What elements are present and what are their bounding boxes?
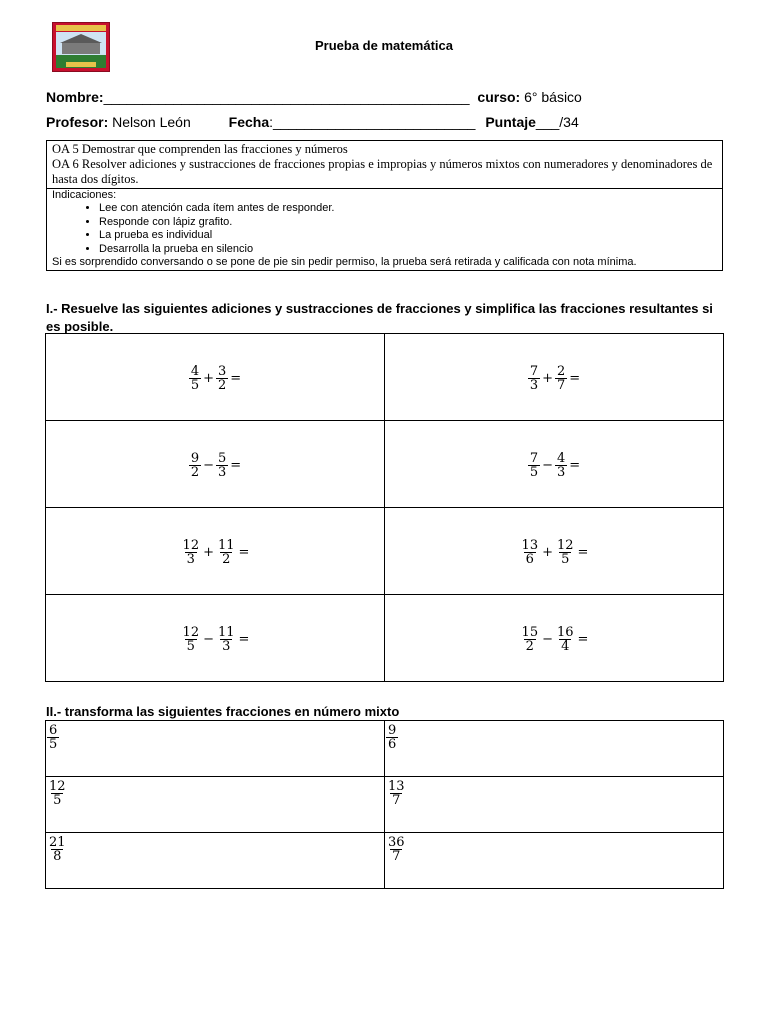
fraction bbox=[386, 780, 407, 807]
denominator: 7 bbox=[557, 378, 566, 393]
problem-expression bbox=[180, 626, 251, 653]
numerator: 16 bbox=[557, 625, 574, 640]
equals-sign: = bbox=[238, 632, 250, 647]
numerator: 9 bbox=[388, 723, 397, 738]
fraction bbox=[189, 452, 201, 479]
equals-sign: = bbox=[569, 458, 581, 473]
mixed-number-table bbox=[45, 720, 724, 889]
numerator: 36 bbox=[388, 835, 405, 850]
numerator: 7 bbox=[529, 364, 539, 379]
numerator: 11 bbox=[218, 538, 235, 553]
operator-sign: − bbox=[203, 632, 214, 647]
problem-expression bbox=[188, 452, 242, 479]
fraction bbox=[216, 365, 228, 392]
fraction-item bbox=[385, 780, 408, 807]
problem-expression bbox=[527, 452, 581, 479]
problem-cell[interactable] bbox=[46, 595, 385, 682]
numerator: 6 bbox=[49, 723, 58, 738]
equals-sign: = bbox=[577, 632, 589, 647]
operator-sign: + bbox=[203, 545, 214, 560]
denominator: 5 bbox=[186, 639, 195, 654]
fraction-item bbox=[385, 724, 399, 751]
mixed-cell[interactable] bbox=[385, 721, 724, 777]
fraction bbox=[555, 365, 567, 392]
mixed-cell[interactable] bbox=[385, 777, 724, 833]
numerator: 3 bbox=[218, 364, 227, 379]
puntaje-label: Puntaje bbox=[485, 114, 536, 130]
numerator: 13 bbox=[521, 538, 539, 553]
instructions bbox=[47, 189, 722, 270]
denominator: 3 bbox=[529, 378, 539, 393]
mixed-cell[interactable] bbox=[46, 721, 385, 777]
denominator: 8 bbox=[53, 849, 62, 864]
fraction bbox=[386, 724, 398, 751]
denominator: 2 bbox=[190, 465, 200, 480]
fraction-item bbox=[46, 724, 60, 751]
denominator: 5 bbox=[529, 465, 539, 480]
denominator: 7 bbox=[392, 793, 401, 808]
operator-sign: + bbox=[542, 371, 553, 386]
fraction bbox=[555, 452, 567, 479]
fraction bbox=[386, 836, 407, 863]
problem-cell[interactable] bbox=[385, 334, 724, 421]
numerator: 21 bbox=[49, 835, 66, 850]
equals-sign: = bbox=[230, 458, 242, 473]
numerator: 12 bbox=[182, 625, 200, 640]
denominator: 3 bbox=[186, 552, 195, 567]
section2-title: II.- transforma las siguientes fracciones en número mixto bbox=[46, 704, 400, 719]
numerator: 15 bbox=[521, 625, 539, 640]
nombre-blank: _______________________________________________ bbox=[103, 89, 470, 105]
indicaciones-label: Indicaciones: bbox=[52, 189, 117, 201]
problem-expression bbox=[527, 365, 581, 392]
numerator: 7 bbox=[529, 451, 539, 466]
denominator: 6 bbox=[388, 737, 397, 752]
problem-cell[interactable] bbox=[385, 421, 724, 508]
numerator: 2 bbox=[557, 364, 566, 379]
fraction bbox=[528, 365, 540, 392]
problem-expression bbox=[519, 539, 590, 566]
fraction bbox=[189, 365, 201, 392]
fraction bbox=[47, 836, 68, 863]
curso-label: curso: bbox=[477, 89, 521, 105]
fraction bbox=[47, 724, 59, 751]
numerator: 11 bbox=[218, 625, 235, 640]
problem-expression bbox=[188, 365, 242, 392]
numerator: 12 bbox=[182, 538, 200, 553]
problem-cell[interactable] bbox=[385, 508, 724, 595]
instruction-item: • Lee con atención cada ítem antes de responder. bbox=[99, 202, 717, 215]
fraction bbox=[216, 452, 228, 479]
denominator: 2 bbox=[218, 378, 227, 393]
objective-oa5: OA 5 Demostrar que comprenden las fracciones y números bbox=[52, 142, 348, 156]
denominator: 5 bbox=[49, 737, 58, 752]
numerator: 13 bbox=[388, 779, 405, 794]
problem-expression bbox=[180, 539, 251, 566]
fecha-label: Fecha bbox=[228, 114, 270, 130]
operator-sign: − bbox=[203, 458, 214, 473]
warning-text: Si es sorprendido conversando o se pone de pie sin pedir permiso, la prueba será retirada y calificada con nota mínima. bbox=[52, 256, 637, 269]
fraction-item bbox=[46, 836, 69, 863]
curso-value: 6° básico bbox=[524, 89, 582, 105]
operator-sign: − bbox=[542, 632, 553, 647]
student-info-row bbox=[46, 89, 582, 105]
numerator: 12 bbox=[557, 538, 574, 553]
denominator: 3 bbox=[222, 639, 231, 654]
instruction-item: • Desarrolla la prueba en silencio bbox=[99, 243, 717, 256]
instruction-list bbox=[52, 202, 717, 256]
denominator: 5 bbox=[561, 552, 570, 567]
denominator: 2 bbox=[525, 639, 534, 654]
fraction bbox=[181, 626, 202, 653]
denominator: 2 bbox=[222, 552, 231, 567]
learning-objectives bbox=[47, 141, 722, 189]
section1-title: I.- Resuelve las siguientes adiciones y sustracciones de fracciones y simplifica las fracciones resultantes si es posible. bbox=[46, 301, 713, 334]
denominator: 5 bbox=[190, 378, 200, 393]
nombre-label: Nombre: bbox=[46, 89, 104, 105]
fraction bbox=[528, 452, 540, 479]
problem-cell[interactable] bbox=[385, 595, 724, 682]
denominator: 3 bbox=[218, 465, 227, 480]
instruction-item: • La prueba es individual bbox=[99, 229, 717, 242]
objective-oa6: OA 6 Resolver adiciones y sustracciones de fracciones propias e impropias y números mixtos con numeradores y denominadores de hasta dos dígitos. bbox=[52, 157, 713, 186]
numerator: 4 bbox=[190, 364, 200, 379]
problem-cell[interactable] bbox=[46, 334, 385, 421]
operator-sign: + bbox=[542, 545, 553, 560]
operator-sign: + bbox=[203, 371, 214, 386]
numerator: 4 bbox=[557, 451, 566, 466]
numerator: 9 bbox=[190, 451, 200, 466]
fraction bbox=[216, 539, 237, 566]
mixed-cell[interactable] bbox=[385, 833, 724, 889]
equals-sign: = bbox=[230, 371, 242, 386]
mixed-cell[interactable] bbox=[46, 777, 385, 833]
profesor-value: Nelson León bbox=[112, 114, 191, 130]
problem-cell[interactable] bbox=[46, 508, 385, 595]
denominator: 3 bbox=[557, 465, 566, 480]
mixed-cell[interactable] bbox=[46, 833, 385, 889]
equals-sign: = bbox=[577, 545, 589, 560]
numerator: 5 bbox=[218, 451, 227, 466]
fraction bbox=[181, 539, 202, 566]
teacher-info-row bbox=[46, 114, 579, 130]
denominator: 7 bbox=[392, 849, 401, 864]
objectives-box bbox=[46, 140, 723, 271]
instruction-item: • Responde con lápiz grafito. bbox=[99, 216, 717, 229]
fraction-item bbox=[385, 836, 408, 863]
puntaje-value: ___/34 bbox=[535, 114, 579, 130]
equals-sign: = bbox=[238, 545, 250, 560]
fraction bbox=[520, 539, 541, 566]
denominator: 4 bbox=[561, 639, 570, 654]
equals-sign: = bbox=[569, 371, 581, 386]
fraction-item bbox=[46, 780, 69, 807]
fraction bbox=[555, 539, 576, 566]
fraction bbox=[555, 626, 576, 653]
operator-sign: − bbox=[542, 458, 553, 473]
problem-cell[interactable] bbox=[46, 421, 385, 508]
denominator: 6 bbox=[525, 552, 534, 567]
fraction-operations-table bbox=[45, 333, 724, 682]
fecha-blank: :__________________________ bbox=[269, 114, 476, 130]
numerator: 12 bbox=[49, 779, 66, 794]
fraction bbox=[216, 626, 237, 653]
page-title: Prueba de matemática bbox=[314, 38, 453, 53]
fraction bbox=[47, 780, 68, 807]
problem-expression bbox=[519, 626, 590, 653]
profesor-label: Profesor: bbox=[46, 114, 109, 130]
denominator: 5 bbox=[53, 793, 62, 808]
fraction bbox=[520, 626, 541, 653]
